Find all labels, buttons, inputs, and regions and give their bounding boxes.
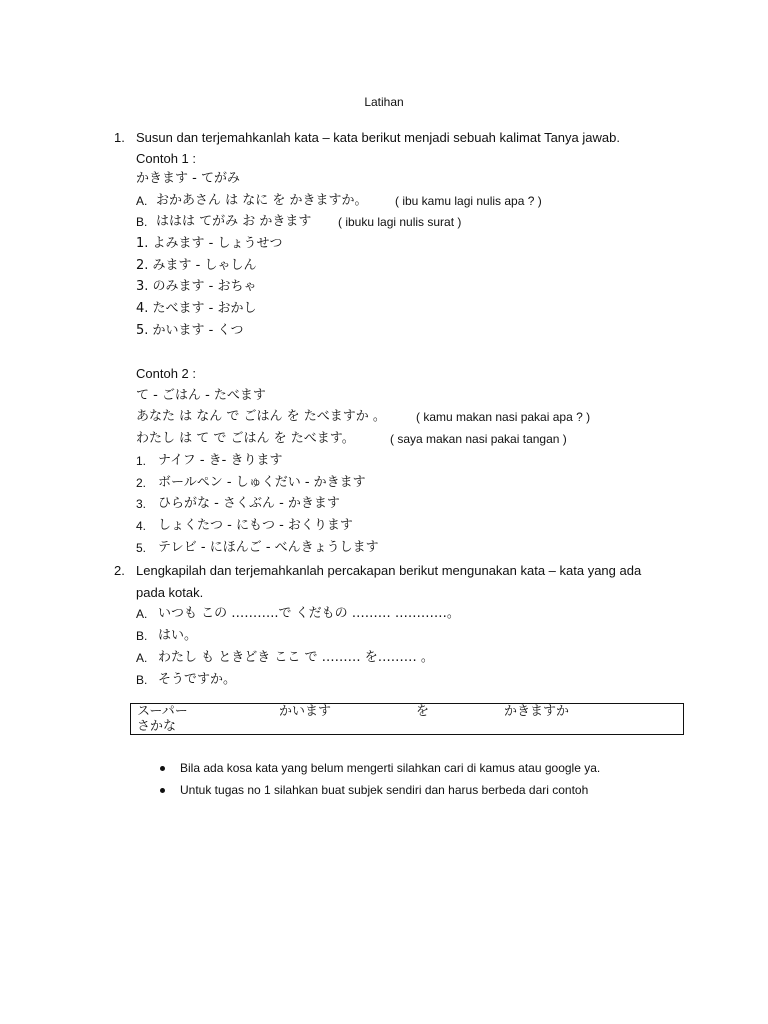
example2-answer-translation: ( saya makan nasi pakai tangan )	[390, 432, 567, 446]
dialog-marker: B.	[136, 629, 148, 643]
example1-b-translation: ( ibuku lagi nulis surat )	[338, 215, 462, 229]
dialog-line: そうですか。	[158, 672, 237, 687]
example1-item: 5. かいます - くつ	[136, 323, 244, 338]
example2-item: ひらがな - さくぶん - かきます	[158, 496, 340, 511]
example2-item: テレビ - にほんご - べんきょうします	[158, 540, 379, 555]
example2-item: ナイフ - き- きります	[158, 453, 283, 468]
dialog-line: わたし も ときどき ここ で ……… を……… 。	[158, 650, 434, 665]
example1-label: Contoh 1 :	[136, 151, 196, 166]
section1-instruction: Susun dan terjemahkanlah kata – kata berikut menjadi sebuah kalimat Tanya jawab.	[136, 130, 620, 145]
example2-item-number: 3.	[136, 497, 147, 511]
section1-number: 1.	[114, 130, 125, 145]
example2-item: ボールペン - しゅくだい - かきます	[158, 475, 366, 490]
example2-item: しょくたつ - にもつ - おくります	[158, 518, 353, 533]
example1-words: かきます - てがみ	[136, 171, 240, 186]
example2-item-number: 4.	[136, 519, 147, 533]
word-box-word: スーパー	[137, 704, 188, 719]
note-item: Untuk tugas no 1 silahkan buat subjek sendiri dan harus berbeda dari contoh	[180, 783, 589, 797]
section2-instruction-line2: pada kotak.	[136, 585, 204, 600]
example1-item: 3. のみます - おちゃ	[136, 279, 257, 294]
example2-item-number: 1.	[136, 454, 147, 468]
example2-item-number: 5.	[136, 541, 147, 555]
bullet-icon	[160, 788, 165, 793]
page-title: Latihan	[364, 95, 404, 109]
example2-question-translation: ( kamu makan nasi pakai apa ? )	[416, 410, 591, 424]
example1-a-translation: ( ibu kamu lagi nulis apa ? )	[395, 194, 542, 208]
dialog-line: はい。	[158, 628, 198, 643]
example1-item: 1. よみます - しょうせつ	[136, 236, 283, 251]
dialog-marker: B.	[136, 673, 148, 687]
section2-number: 2.	[114, 563, 125, 578]
word-box-word: かいます	[279, 704, 332, 719]
example2-question-japanese: あなた は なん で ごはん を たべますか 。	[136, 409, 386, 424]
word-box-word: を	[416, 704, 430, 719]
example1-b-marker: B.	[136, 215, 148, 229]
word-box	[130, 703, 684, 735]
example1-a-japanese: おかあさん は なに を かきますか。	[156, 193, 368, 208]
example2-words: て - ごはん - たべます	[136, 388, 266, 403]
example1-b-japanese: ははは てがみ お かきます	[156, 214, 312, 229]
word-box-word: さかな	[137, 719, 177, 734]
example2-answer-japanese: わたし は て で ごはん を たべます。	[136, 431, 355, 446]
note-item: Bila ada kosa kata yang belum mengerti silahkan cari di kamus atau google ya.	[180, 761, 601, 775]
dialog-marker: A.	[136, 651, 148, 665]
example1-a-marker: A.	[136, 194, 148, 208]
example2-label: Contoh 2 :	[136, 366, 196, 381]
dialog-marker: A.	[136, 607, 148, 621]
dialog-line: いつも この ………..で くだもの ……… …………。	[158, 606, 460, 621]
word-box-word: かきますか	[504, 704, 570, 719]
section2-instruction-line1: Lengkapilah dan terjemahkanlah percakapan berikut mengunakan kata – kata yang ada	[136, 563, 642, 578]
example1-item: 4. たべます - おかし	[136, 301, 257, 316]
bullet-icon	[160, 766, 165, 771]
example1-item: 2. みます - しゃしん	[136, 258, 257, 273]
example2-item-number: 2.	[136, 476, 147, 490]
